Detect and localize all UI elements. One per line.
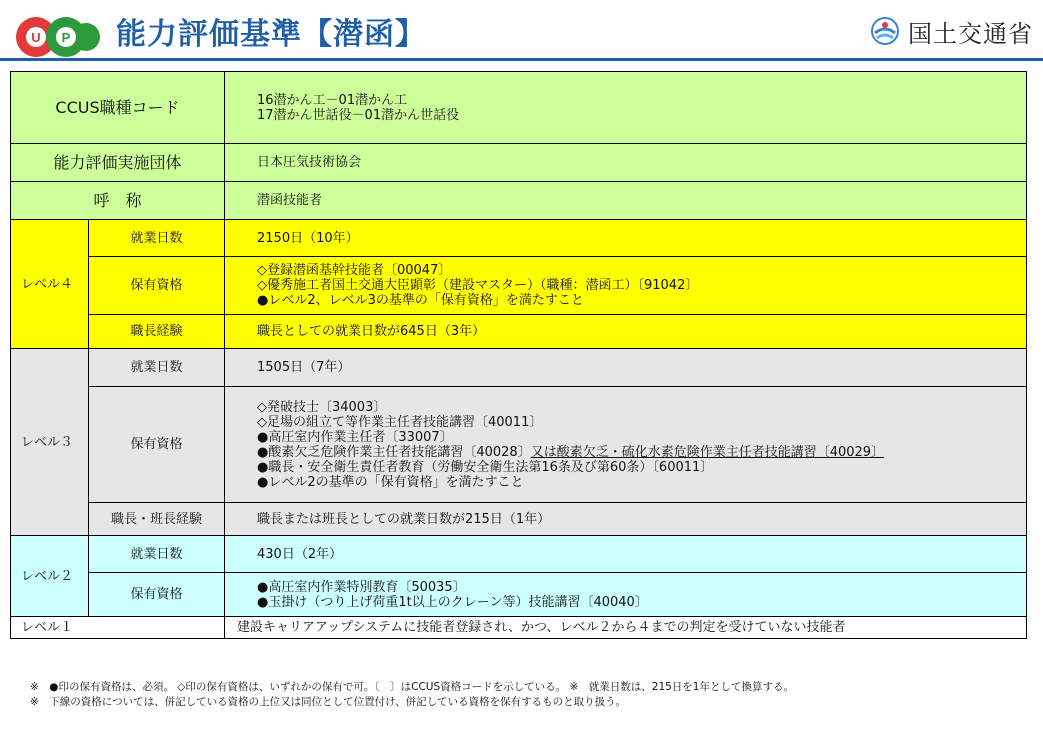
table-row <box>11 503 1027 536</box>
level4-days-label: 就業日数 <box>89 220 225 257</box>
level3-qual-label: 保有資格 <box>89 387 225 503</box>
level4-exp-value: 職長としての就業日数が645日（3年） <box>225 315 1027 349</box>
level3-exp-value: 職長または班長としての就業日数が215日（1年） <box>225 503 1027 536</box>
org-label: 能力評価実施団体 <box>11 144 225 182</box>
level4-label: レベル４ <box>11 220 89 349</box>
level2-qual-label: 保有資格 <box>89 573 225 617</box>
title-label: 呼 称 <box>11 182 225 220</box>
table-row <box>11 144 1027 182</box>
ccus-code-line: 16潜かん工－01潜かん工 <box>257 92 408 108</box>
qualification-item-main: ●酸素欠乏危険作業主任者技能講習〔40028〕 <box>257 444 531 460</box>
ccus-code-label: CCUS職種コード <box>11 72 225 144</box>
level3-days-label: 就業日数 <box>89 349 225 387</box>
table-row <box>11 573 1027 617</box>
qualification-item: ◇優秀施工者国土交通大臣顕彰（建設マスター）（職種：潜函工）〔91042〕 <box>257 278 699 293</box>
svg-text:U: U <box>31 30 41 45</box>
ccus-code-value <box>225 72 1027 144</box>
qualification-item: ●高圧室内作業主任者〔33007〕 <box>257 429 453 445</box>
table-row <box>11 220 1027 257</box>
qualification-item: ●レベル2の基準の「保有資格」を満たすこと <box>257 474 524 490</box>
level3-exp-label: 職長・班長経験 <box>89 503 225 536</box>
level4-exp-label: 職長経験 <box>89 315 225 349</box>
level3-days-value: 1505日（7年） <box>225 349 1027 387</box>
qualification-item: ●玉掛け（つり上げ荷重1t以上のクレーン等）技能講習〔40040〕 <box>257 594 648 610</box>
level3-label: レベル３ <box>11 349 89 536</box>
level2-days-label: 就業日数 <box>89 536 225 573</box>
qualification-item: ◇足場の組立て等作業主任者技能講習〔40011〕 <box>257 414 543 430</box>
title-value: 潜函技能者 <box>225 182 1027 220</box>
qualification-item: ●職長・安全衛生責任者教育（労働安全衛生法第16条及び第60条）〔60011〕 <box>257 459 714 475</box>
ministry-emblem-icon <box>870 16 900 46</box>
level4-qual-label: 保有資格 <box>89 257 225 315</box>
level2-qual-value <box>225 573 1027 617</box>
page-title: 能力評価基準【潜函】 <box>116 17 426 52</box>
qualification-item: ◇発破技士〔34003〕 <box>257 399 387 415</box>
table-row <box>11 182 1027 220</box>
qualification-item: ◇登録潜函基幹技能者〔00047〕 <box>257 263 452 278</box>
table-row <box>11 617 1027 639</box>
level1-value: 建設キャリアアップシステムに技能者登録され、かつ、レベル２から４までの判定を受けていない技能者 <box>225 617 1027 639</box>
level4-qual-value <box>225 257 1027 315</box>
evaluation-table <box>10 71 1027 639</box>
org-value: 日本圧気技術協会 <box>225 144 1027 182</box>
level2-label: レベル２ <box>11 536 89 617</box>
table-row <box>11 536 1027 573</box>
table-row <box>11 387 1027 503</box>
qualification-item: ●高圧室内作業特別教育〔50035〕 <box>257 579 466 595</box>
table-row <box>11 349 1027 387</box>
table-row <box>11 315 1027 349</box>
ministry-logo <box>870 14 1033 48</box>
up-logo-icon <box>14 14 104 60</box>
page-header <box>0 0 1043 64</box>
level4-days-value: 2150日（10年） <box>225 220 1027 257</box>
header-divider <box>0 58 1043 61</box>
underlined-qualification: 又は酸素欠乏・硫化水素危険作業主任者技能講習〔40029〕 <box>530 444 885 460</box>
level3-qual-value <box>225 387 1027 503</box>
footnote: ※ ●印の保有資格は、必須。 ◇印の保有資格は、いずれかの保有で可。〔 〕はCCUS資格コードを示している。 ※ 就業日数は、215日を1年として換算する。 <box>30 681 794 693</box>
svg-text:P: P <box>61 30 71 45</box>
qualification-item: ●レベル2、レベル3の基準の「保有資格」を満たすこと <box>257 293 584 308</box>
table-row <box>11 72 1027 144</box>
qualification-item <box>257 445 1026 460</box>
ministry-name: 国土交通省 <box>908 19 1033 48</box>
ccus-code-line: 17潜かん世話役－01潜かん世話役 <box>257 107 460 123</box>
level1-label: レベル１ <box>11 617 225 639</box>
table-row <box>11 257 1027 315</box>
level2-days-value: 430日（2年） <box>225 536 1027 573</box>
footnote: ※ 下線の資格については、併記している資格の上位又は同位として位置付け、併記している資格を保有するものと取り扱う。 <box>30 696 627 708</box>
